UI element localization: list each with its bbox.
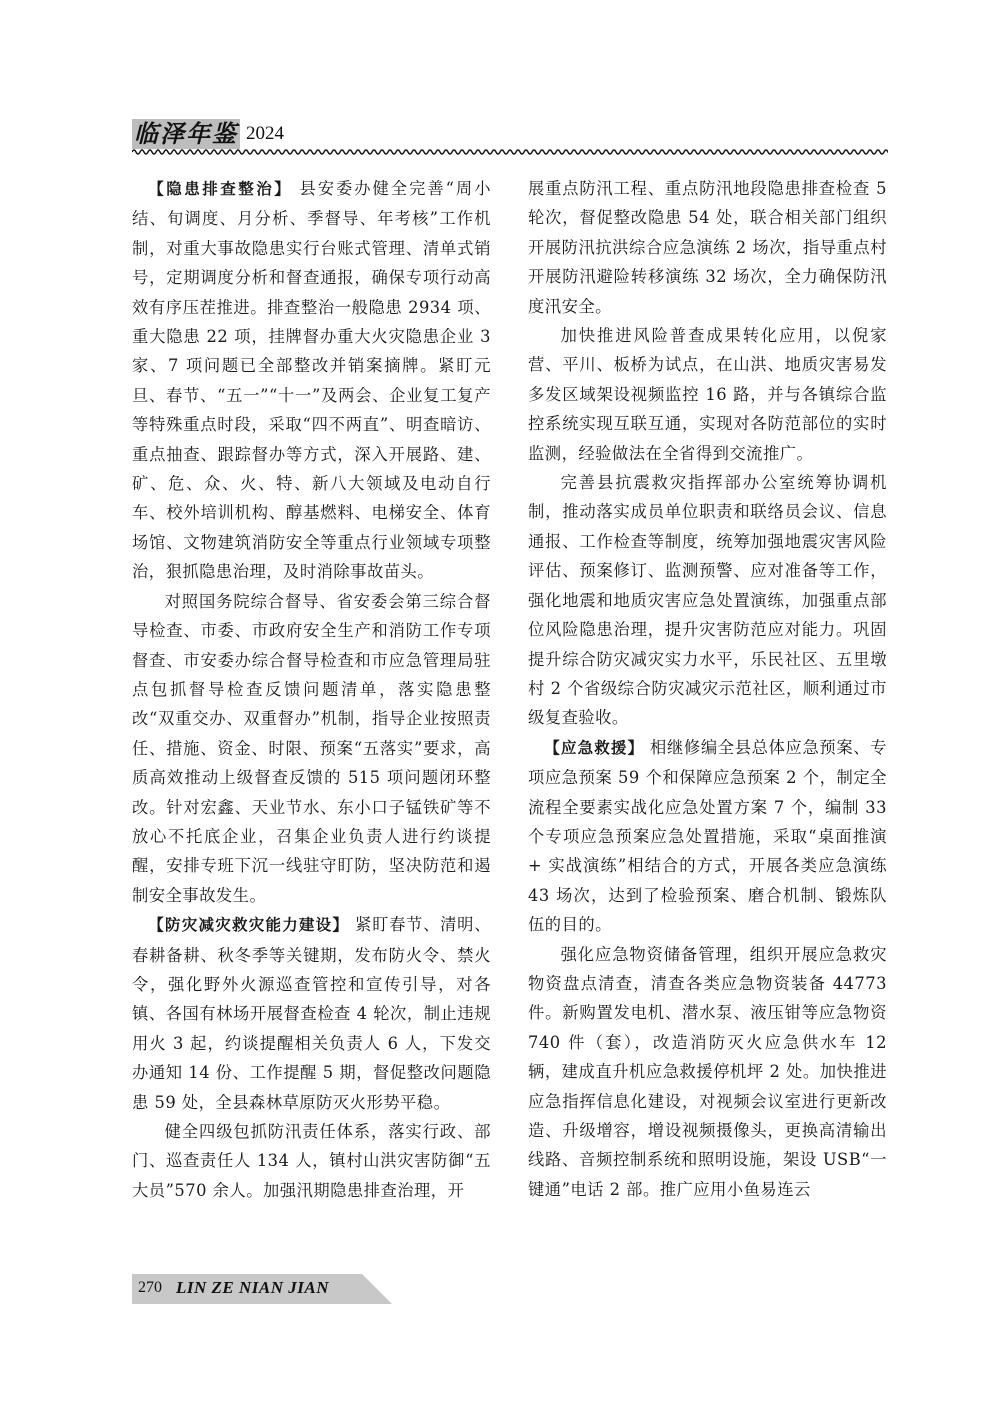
- paragraph-text: 相继修编全县总体应急预案、专项应急预案 59 个和保障应急预案 2 个，制定全流程全要素实战化应急处置方案 7 个，编制 33 个专项应急预案应急处置措施，采取“桌面推演 + 实战演练”相结合的方式，开展各类应急演练 43 场次，达到了检验预案、磨合机制、锻炼队伍的目的。: [528, 737, 887, 935]
- paragraph: 加快推进风险普查成果转化应用，以倪家营、平川、板桥为试点，在山洪、地质灾害易发多发区域架设视频监控 16 路，并与各镇综合监控系统实现互联互通，实现对各防范部位的实时监测，经验做法在全省得到交流推广。: [528, 326, 887, 463]
- paragraph-text: 紧盯春节、清明、春耕备耕、秋冬季等关键期，发布防火令、禁火令，强化野外火源巡查管控和宣传引导，对各镇、各国有林场开展督查检查 4 轮次，制止违规用火 3 起，约谈提醒相关负责人 6 人，下发交办通知 14 份、工作提醒 5 期，督促整改问题隐患 59 处，全县森林草原防灭火形势平稳。: [132, 915, 491, 1112]
- paragraph-text: 县安委办健全完善“周小结、旬调度、月分析、季督导、年考核”工作机制，对重大事故隐患实行台账式管理、清单式销号，定期调度分析和督查通报，确保专项行动高效有序压茬推进。排查整治一般隐患 2934 项、重大隐患 22 项，挂牌督办重大火灾隐患企业 3 家、7 项问题已全部整改并销案摘牌。紧盯元旦、春节、“五一”“十一”及两会、企业复工复产等特殊重点时段，采取“四不两直”、明查暗访、重点抽查、跟踪督办等方式，深入开展路、建、矿、危、众、火、特、新八大领域及电动自行车、校外培训机构、醇基燃料、电梯安全、体育场馆、文物建筑消防安全等重点行业领域专项整治，狠抓隐患治理，及时消除事故苗头。: [132, 179, 491, 582]
- section-heading-hazard: 【隐患排查整治】: [148, 180, 293, 198]
- section-heading-disaster-prevention: 【防灾减灾救灾能力建设】: [148, 916, 350, 935]
- header-logo: 临泽年鉴: [134, 119, 238, 148]
- section-heading-emergency-rescue: 【应急救援】: [544, 738, 645, 757]
- header-year: 2024: [246, 123, 284, 144]
- header-wavy-rule: [132, 147, 888, 157]
- paragraph: 对照国务院综合督导、省安委会第三综合督导检查、市委、市政府安全生产和消防工作专项督查、市安委办综合督导检查和市应急管理局驻点包抓督导检查反馈问题清单，落实隐患整改“双重交办、双重督办”机制，指导企业按照责任、措施、资金、时限、预案“五落实”要求，高质高效推动上级督查反馈的 515 项问题闭环整改。针对宏鑫、天业节水、东小口子锰铁矿等不放心不托底企业，召集企业负责人进行约谈提醒，安排专班下沉一线驻守盯防，坚决防范和遏制安全事故发生。: [132, 591, 491, 905]
- paragraph-hazard-rectification: [132, 174, 491, 587]
- footer-title: LIN ZE NIAN JIAN: [176, 1278, 329, 1297]
- paragraph-disaster-prevention: [132, 910, 491, 1117]
- paragraph-emergency-rescue: [528, 733, 887, 940]
- left-column: [132, 174, 491, 1205]
- paragraph: 完善县抗震救灾指挥部办公室统筹协调机制，推动落实成员单位职责和联络员会议、信息通报、工作检查等制度，统筹加强地震灾害风险评估、预案修订、监测预警、应对准备等工作，强化地震和地质灾害应急处置演练，加强重点部位风险隐患治理，提升灾害防范应对能力。巩固提升综合防灾减灾实力水平，乐民社区、五里墩村 2 个省级综合防灾减灾示范社区，顺利通过市级复查验收。: [528, 473, 887, 728]
- right-column: [528, 174, 887, 1204]
- paragraph: 强化应急物资储备管理，组织开展应急救灾物资盘点清查，清查各类应急物资装备 44773 件。新购置发电机、潜水泵、液压钳等应急物资 740 件（套），改造消防灭火应急供水车 12 辆，建成直升机应急救援停机坪 2 处。加快推进应急指挥信息化建设，对视频会议室进行更新改造、升级增容，增设视频摄像头，更换高清输出线路、音频控制系统和照明设施，架设 USB“一键通”电话 2 部。推广应用小鱼易连云: [528, 944, 887, 1199]
- paragraph-continued: 展重点防汛工程、重点防汛地段隐患排查检查 5 轮次，督促整改隐患 54 处，联合相关部门组织开展防汛抗洪综合应急演练 2 场次，指导重点村开展防汛避险转移演练 32 场次，全力确保防汛度汛安全。: [528, 179, 887, 316]
- paragraph: 健全四级包抓防汛责任体系，落实行政、部门、巡查责任人 134 人，镇村山洪灾害防御“五大员”570 余人。加强汛期隐患排查治理，开: [132, 1122, 491, 1200]
- page-number: 270: [138, 1279, 162, 1296]
